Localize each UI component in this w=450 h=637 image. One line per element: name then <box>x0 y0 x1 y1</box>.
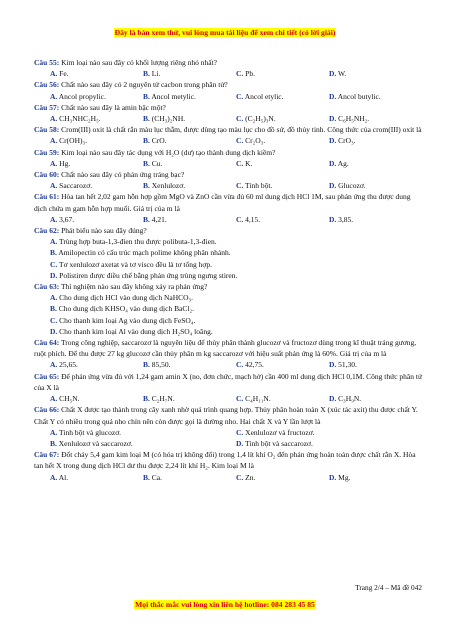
option-letter: C. <box>236 360 244 370</box>
answer-option <box>143 135 236 146</box>
option-letter: D. <box>236 438 244 448</box>
option-text: Ancol propylic. <box>57 91 106 101</box>
question-number: Câu 57: <box>34 102 60 112</box>
option-letter: B. <box>50 248 57 258</box>
option-letter: A. <box>50 91 58 101</box>
answer-option <box>329 472 422 483</box>
option-text: 51,30. <box>336 360 357 370</box>
question-number: Câu 62: <box>34 226 60 236</box>
answer-option <box>50 393 143 404</box>
answer-option <box>50 158 143 169</box>
answer-option <box>50 68 143 79</box>
answer-options <box>34 236 422 281</box>
option-text: 85,50. <box>149 360 171 370</box>
option-letter: C. <box>236 136 244 146</box>
question-stem <box>34 79 422 90</box>
question-text: Chất nào sau đây có 2 nguyên tử cacbon trong phân tử? <box>59 80 228 90</box>
question-text: Chất X được tạo thành trong cây xanh nhờ quá trình quang hợp. Thủy phân hoàn toàn X (xúc tác axit) thu được chất Y. Chất Y có nhiều trong quả nho chín nên còn được gọi là đường nho. Hai chất X và Y lần lượt là <box>34 405 418 426</box>
question-number: Câu 61: <box>34 192 60 202</box>
answer-option <box>50 113 143 124</box>
question-text: Thí nghiệm nào sau đây không xảy ra phản ứng? <box>59 282 208 292</box>
answer-option <box>143 180 236 191</box>
option-text: C₃H₉N. <box>336 394 362 404</box>
question-text: Trong công nghiệp, saccarozơ là nguyên liệu để thủy phân thành glucozơ và fructozơ dùng trong kĩ thuật tráng gương, ruột phích. Để thu được 27 kg glucozơ cần thủy phân m kg saccarozơ với hiệu suất phản ứng là 60%. Giá trị của m là <box>34 338 417 359</box>
question-stem <box>34 191 422 213</box>
option-text: (CH₃)₂NH. <box>149 114 186 124</box>
option-text: Glucozơ. <box>336 181 366 191</box>
answer-option <box>50 180 143 191</box>
answer-option <box>236 158 329 169</box>
answer-option <box>329 180 422 191</box>
answer-options <box>34 393 422 404</box>
preview-banner: Đây là bản xem thử, vui lòng mua tài liệu để xem chi tiết (có lời giải) <box>114 28 336 37</box>
option-letter: A. <box>50 114 58 124</box>
answer-option <box>50 214 143 225</box>
question-text: Đốt cháy 5,4 gam kim loại M (có hóa trị không đổi) trong 1,4 lít khí O₂ đến phản ứng hoàn toàn được chất rắn X. Hòa tan hết X trong dung dịch HCl dư thu được 2,24 lít khí H₂. Kim loại M là <box>34 450 416 471</box>
answer-option <box>329 214 422 225</box>
answer-option <box>329 359 422 370</box>
question-number: Câu 58: <box>34 125 60 135</box>
answer-option <box>236 135 329 146</box>
answer-option <box>34 236 422 247</box>
answer-options <box>34 427 422 438</box>
answer-option <box>34 292 422 303</box>
option-letter: C. <box>236 114 244 124</box>
option-letter: C. <box>236 158 244 168</box>
option-letter: A. <box>50 69 58 79</box>
question-number: Câu 56: <box>34 80 60 90</box>
option-letter: D. <box>329 214 337 224</box>
answer-option <box>143 91 236 102</box>
answer-options <box>34 113 422 124</box>
answer-option <box>236 91 329 102</box>
option-letter: D. <box>329 158 337 168</box>
option-text: (C₂H₅)₃N. <box>243 114 276 124</box>
option-text: C₂H₇N. <box>149 394 175 404</box>
option-letter: A. <box>50 237 58 247</box>
answer-options <box>34 292 422 337</box>
answer-option <box>34 259 422 270</box>
option-text: Trùng hợp buta-1,3-đien thu được polibuta-1,3-đien. <box>57 237 217 247</box>
option-letter: B. <box>143 394 150 404</box>
option-text: Cu. <box>149 158 163 168</box>
option-letter: B. <box>50 438 57 448</box>
answer-option <box>50 91 143 102</box>
option-text: C₄H₁₁N. <box>243 394 271 404</box>
answer-option <box>50 438 236 449</box>
option-text: Tơ xenlulozơ axetat và tơ visco đều là tơ tổng hợp. <box>57 259 212 269</box>
question-text: Chất nào sau đây là amin bậc một? <box>59 102 166 112</box>
option-text: Amilopectin có cấu trúc mạch polime không phân nhánh. <box>56 248 231 258</box>
option-text: Cho thanh kim loại Al vào dung dịch H₂SO₄ loãng. <box>57 326 213 336</box>
question-stem <box>34 281 422 292</box>
question-number: Câu 55: <box>34 58 60 67</box>
question-stem <box>34 102 422 113</box>
option-letter: B. <box>143 114 150 124</box>
question-list <box>34 57 422 483</box>
question-text: Hòa tan hết 2,02 gam hỗn hợp gồm MgO và ZnO cần vừa đủ 60 ml dung dịch HCl 1M, sau phản ứng thu được dung dịch chứa m gam hỗn hợp muối. Giá trị của m là <box>34 192 411 213</box>
option-text: 3,67. <box>57 214 75 224</box>
answer-option <box>329 158 422 169</box>
option-text: Hg. <box>57 158 71 168</box>
answer-option <box>236 180 329 191</box>
answer-option <box>329 91 422 102</box>
option-text: Al. <box>57 472 69 482</box>
option-text: Ancol etylic. <box>243 91 284 101</box>
answer-option <box>143 158 236 169</box>
option-letter: B. <box>143 360 150 370</box>
option-letter: D. <box>329 91 337 101</box>
answer-option <box>329 68 422 79</box>
option-letter: C. <box>236 427 244 437</box>
answer-options <box>34 91 422 102</box>
question-number: Câu 63: <box>34 282 60 292</box>
question-text: Chất nào sau đây có phản ứng tráng bạc? <box>59 170 185 180</box>
option-text: 25,65. <box>57 360 78 370</box>
option-letter: B. <box>143 472 150 482</box>
option-text: Tinh bột và saccarozơ. <box>243 438 313 448</box>
answer-option <box>34 303 422 314</box>
question-stem <box>34 449 422 471</box>
option-text: Cr₂O₃. <box>243 136 266 146</box>
question-text: Kim loại nào sau đây tác dụng với H₂O (dư) tạo thành dung dịch kiềm? <box>59 147 276 157</box>
option-text: Ancol butylic. <box>336 91 381 101</box>
option-letter: A. <box>50 360 58 370</box>
option-text: Xenlulozơ và saccarozơ. <box>56 438 133 448</box>
option-letter: B. <box>143 136 150 146</box>
question-stem <box>34 124 422 135</box>
option-letter: A. <box>50 214 58 224</box>
answer-option <box>50 135 143 146</box>
option-text: Polistiren được điều chế bằng phản ứng trùng ngưng stiren. <box>57 270 238 280</box>
option-text: Saccarozơ. <box>57 181 93 191</box>
option-text: 4,15. <box>243 214 261 224</box>
option-text: Zn. <box>243 472 256 482</box>
option-text: 3,85. <box>336 214 354 224</box>
option-text: Pb. <box>243 69 255 79</box>
answer-option <box>143 214 236 225</box>
option-letter: A. <box>50 293 58 303</box>
question-number: Câu 67: <box>34 450 60 460</box>
option-text: Xenlulozơ. <box>149 181 186 191</box>
option-text: Fe. <box>57 69 69 79</box>
question-stem <box>34 404 422 426</box>
option-letter: B. <box>143 181 150 191</box>
question-stem <box>34 371 422 393</box>
answer-options <box>34 180 422 191</box>
option-text: Cho dung dịch HCl vào dung dịch NaHCO₃. <box>57 293 194 303</box>
answer-options <box>34 135 422 146</box>
answer-option <box>143 113 236 124</box>
option-letter: D. <box>329 114 337 124</box>
option-letter: B. <box>143 91 150 101</box>
answer-options <box>34 438 422 449</box>
question-number: Câu 59: <box>34 147 60 157</box>
answer-options <box>34 214 422 225</box>
option-text: CH₃NHC₂H₅. <box>57 114 101 124</box>
option-text: CH₅N. <box>57 394 80 404</box>
option-text: Ca. <box>149 472 162 482</box>
answer-option <box>236 393 329 404</box>
option-letter: D. <box>329 360 337 370</box>
question-stem <box>34 337 422 359</box>
option-text: Ag. <box>336 158 349 168</box>
option-letter: D. <box>329 181 337 191</box>
answer-option <box>34 315 422 326</box>
option-text: Tinh bột. <box>243 181 273 191</box>
option-letter: A. <box>50 427 58 437</box>
option-letter: B. <box>50 304 57 314</box>
answer-option <box>236 214 329 225</box>
answer-option <box>143 359 236 370</box>
option-letter: C. <box>50 315 58 325</box>
option-text: W. <box>336 69 347 79</box>
answer-option <box>50 472 143 483</box>
option-letter: D. <box>50 270 58 280</box>
option-text: Cho thanh kim loại Ag vào dung dịch FeSO₄. <box>57 315 196 325</box>
question-text: Kim loại nào sau đây có khối lượng riêng nhỏ nhất? <box>59 58 218 67</box>
answer-option <box>329 393 422 404</box>
question-stem <box>34 225 422 236</box>
answer-option <box>236 113 329 124</box>
question-text: Phát biểu nào sau đây đúng? <box>59 226 147 236</box>
option-letter: C. <box>236 394 244 404</box>
question-text: Crom(III) oxit là chất rắn màu lục thẫm, được dùng tạo màu lục cho đồ sứ, đồ thủy tinh. Công thức của crom(III) oxit là <box>59 125 422 135</box>
option-letter: D. <box>329 472 337 482</box>
option-text: CrO. <box>149 136 167 146</box>
option-letter: D. <box>329 69 337 79</box>
option-text: Mg. <box>336 472 351 482</box>
option-letter: C. <box>50 259 58 269</box>
option-text: CrO₃. <box>336 136 356 146</box>
question-stem <box>34 147 422 158</box>
answer-options <box>34 68 422 79</box>
option-text: 4,21. <box>149 214 167 224</box>
answer-option <box>236 438 422 449</box>
answer-option <box>50 359 143 370</box>
option-text: C₆H₅NH₂. <box>336 114 370 124</box>
answer-option <box>236 427 422 438</box>
option-letter: A. <box>50 158 58 168</box>
option-letter: A. <box>50 136 58 146</box>
option-letter: B. <box>143 214 150 224</box>
question-number: Câu 66: <box>34 405 60 415</box>
option-letter: D. <box>50 326 58 336</box>
answer-option <box>34 247 422 258</box>
option-letter: B. <box>143 158 150 168</box>
option-text: Cho dung dịch KHSO₄ vào dung dịch BaCl₂. <box>56 304 194 314</box>
option-letter: C. <box>236 214 244 224</box>
option-letter: D. <box>329 136 337 146</box>
question-stem <box>34 169 422 180</box>
question-number: Câu 65: <box>34 371 60 381</box>
answer-option <box>50 427 236 438</box>
question-number: Câu 64: <box>34 338 60 348</box>
answer-option <box>236 359 329 370</box>
option-text: 42,75. <box>243 360 264 370</box>
answer-options <box>34 158 422 169</box>
answer-option <box>236 472 329 483</box>
option-letter: B. <box>143 69 150 79</box>
option-letter: C. <box>236 472 244 482</box>
question-stem <box>34 57 422 68</box>
hotline-banner: Mọi thắc mắc vui lòng xin liên hệ hotline: 084 283 45 85 <box>135 600 315 609</box>
option-letter: C. <box>236 91 244 101</box>
option-letter: C. <box>236 69 244 79</box>
option-letter: A. <box>50 394 58 404</box>
option-letter: D. <box>329 394 337 404</box>
option-text: Ancol metylic. <box>149 91 196 101</box>
option-text: Li. <box>149 69 161 79</box>
answer-option <box>143 472 236 483</box>
answer-option <box>329 135 422 146</box>
question-number: Câu 60: <box>34 170 60 180</box>
answer-option <box>34 270 422 281</box>
option-letter: A. <box>50 181 58 191</box>
answer-option <box>34 326 422 337</box>
answer-option <box>329 113 422 124</box>
answer-option <box>143 393 236 404</box>
option-letter: C. <box>236 181 244 191</box>
answer-options <box>34 472 422 483</box>
question-text: Để phản ứng vừa đủ với 1,24 gam amin X (no, đơn chức, mạch hở) cần 400 ml dung dịch HCl 0,1M. Công thức phân tử của X là <box>34 371 423 392</box>
answer-option <box>143 68 236 79</box>
option-text: K. <box>243 158 253 168</box>
option-text: Tinh bột và glucozơ. <box>57 427 122 437</box>
option-letter: A. <box>50 472 58 482</box>
option-text: Xenlulozơ và fructozơ. <box>243 427 315 437</box>
answer-option <box>236 68 329 79</box>
answer-options <box>34 359 422 370</box>
page-label: Trang 2/4 – Mã đề 042 <box>355 583 422 592</box>
option-text: Cr(OH)₃. <box>57 136 87 146</box>
